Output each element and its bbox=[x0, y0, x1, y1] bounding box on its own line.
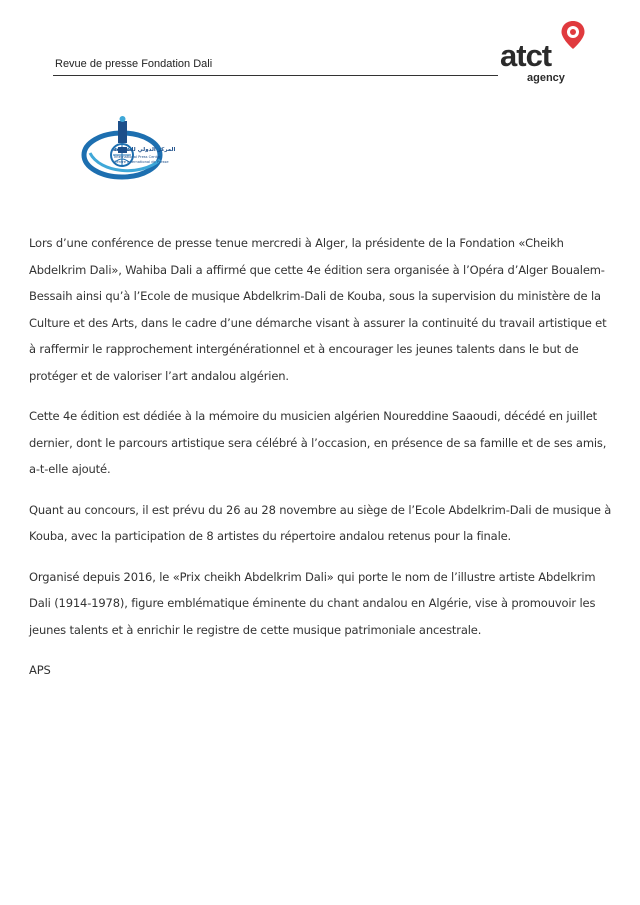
map-pin-icon bbox=[560, 20, 586, 50]
header-divider bbox=[53, 75, 498, 76]
brand-name: atct bbox=[500, 38, 552, 73]
source-logo-french: Centre International de Presse bbox=[114, 160, 169, 164]
article-paragraph: Lors d’une conférence de presse tenue mercredi à Alger, la présidente de la Fondation «Cheikh Abdelkrim Dali», Wahiba Dali a affirmé que cette 4e édition sera organisée à l’Opéra d’Alger Boualem-Bessaih ainsi qu’à l’Ecole de musique Abdelkrim-Dali de Kouba, sous la supervision du ministère de la Culture et des Arts, dans le cadre d’une démarche visant à assurer la continuité du travail artistique et à raffermir le rapprochement intergénérationnel et à encourager les jeunes talents dans le but de protéger et de valoriser l’art andalou algérien. bbox=[29, 236, 607, 383]
article-body bbox=[29, 230, 614, 698]
brand-subtitle: agency bbox=[527, 72, 565, 84]
article-paragraph: Organisé depuis 2016, le «Prix cheikh Abdelkrim Dali» qui porte le nom de l’illustre artiste Abdelkrim Dali (1914-1978), figure emblématique éminente du chant andalou en Algérie, vise à promouvoir les jeunes talents et à enrichir le registre de cette musique patrimoniale ancestrale. bbox=[29, 569, 596, 637]
article-signature: APS bbox=[29, 663, 51, 677]
article-paragraph: Quant au concours, il est prévu du 26 au 28 novembre au siège de l’Ecole Abdelkrim-Dali de musique à Kouba, avec la participation de 8 artistes du répertoire andalou retenus pour la finale. bbox=[29, 502, 612, 543]
source-logo-english: International Press Center bbox=[114, 155, 161, 159]
article-paragraph: Cette 4e édition est dédiée à la mémoire du musicien algérien Noureddine Saaoudi, décédé en juillet dernier, dont le parcours artistique sera célébré à l’occasion, en présence de sa famille et de ses amis, a-t-elle ajouté. bbox=[29, 409, 607, 476]
header-title: Revue de presse Fondation Dali bbox=[55, 58, 213, 70]
source-logo-arabic: المركز الدولي للصحافة bbox=[113, 147, 176, 153]
